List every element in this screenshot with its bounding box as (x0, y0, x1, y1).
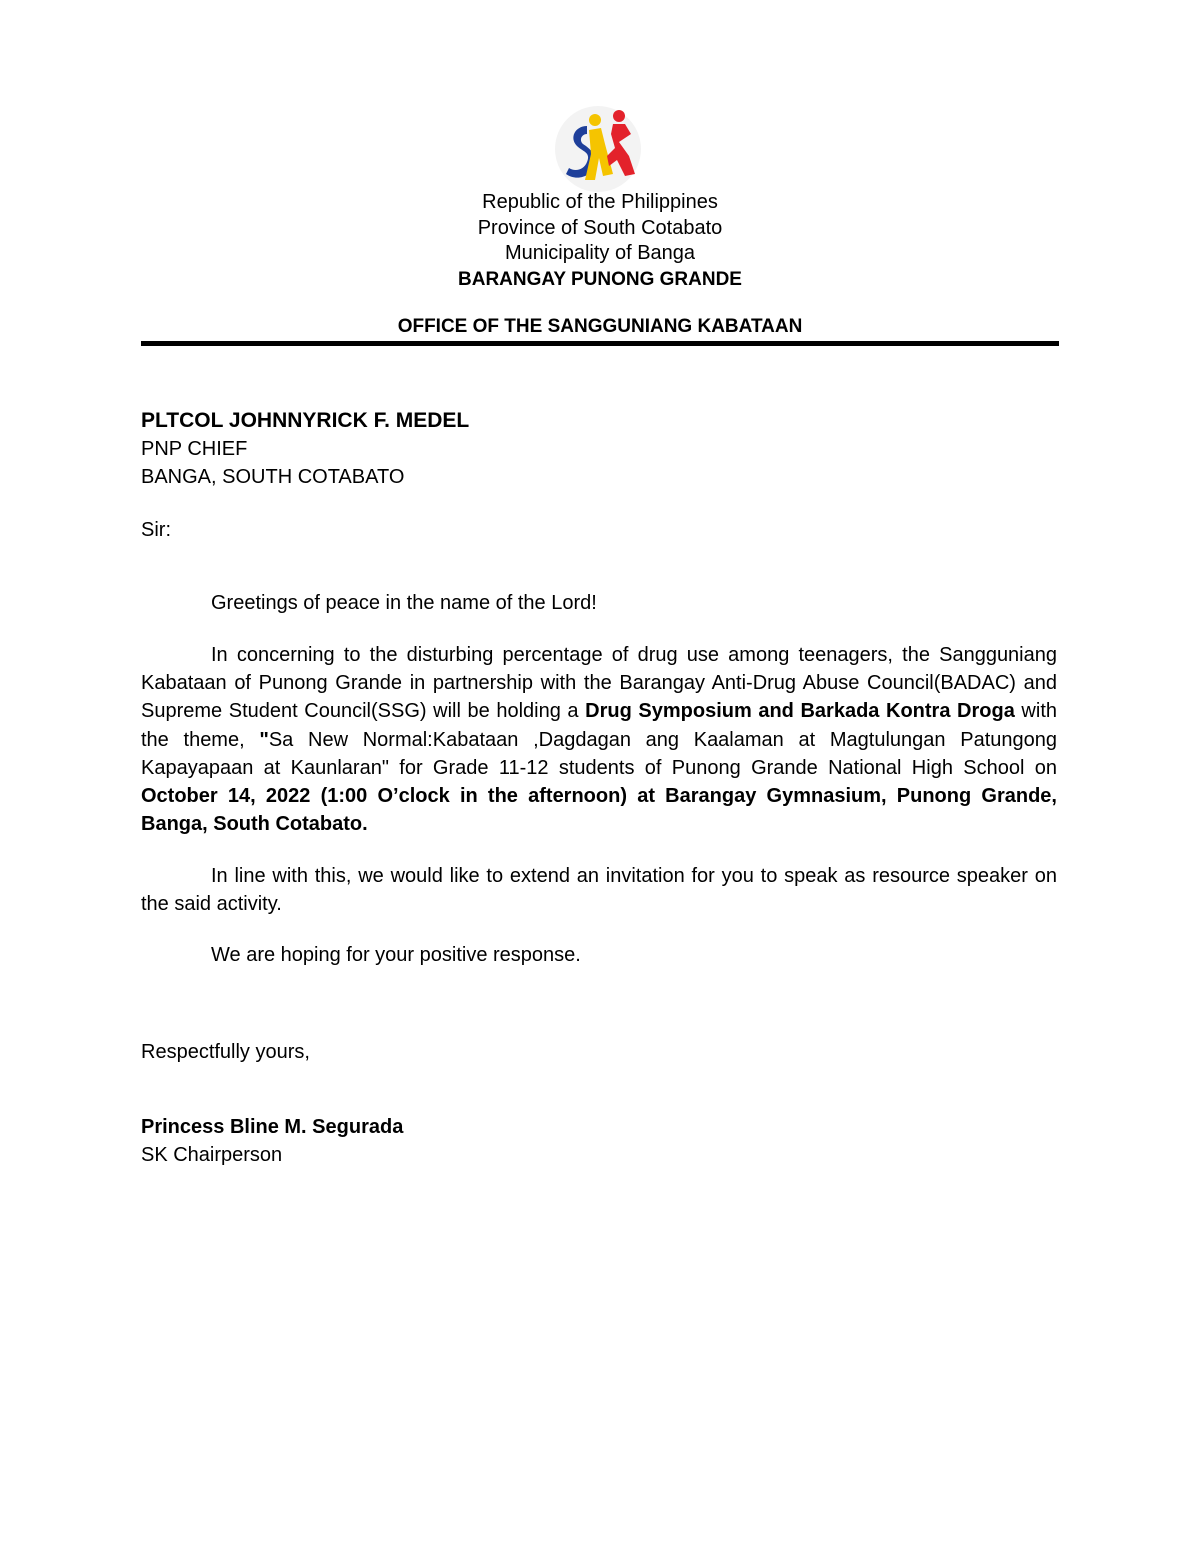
letterhead-barangay: BARANGAY PUNONG GRANDE (458, 268, 742, 290)
office-title: OFFICE OF THE SANGGUNIANG KABATAAN (397, 316, 803, 337)
recipient-block (141, 407, 469, 491)
body-paragraph-2: In line with this, we would like to extend an invitation for you to speak as resource speaker on the said activity. (141, 865, 1057, 916)
recipient-title: PNP CHIEF (141, 438, 248, 460)
sk-logo-icon (553, 104, 643, 194)
p1-theme-lead: with the theme, (141, 700, 1058, 751)
p1-intro: In concerning to the disturbing percentage of drug use among teenagers, the Sangguniang Kabataan of Punong Grande in partnership with the Barangay Anti-Drug Abuse Council(BADAC) and Supreme Student Council(SSG) will be holding a (141, 644, 1057, 723)
signatory-name: Princess Bline M. Segurada (141, 1116, 404, 1138)
signatory-position: SK Chairperson (141, 1144, 283, 1166)
body-paragraph-3: We are hoping for your positive response. (211, 944, 581, 966)
letterhead-municipality: Municipality of Banga (504, 242, 696, 264)
p1-quote-mark: " (259, 728, 269, 751)
p1-theme: Sa New Normal:Kabataan ,Dagdagan ang Kaalaman at Magtulungan Patungong Kapayapaan at Kaunlaran" for Grade 11-12 students of Punong Grande National High School on (141, 728, 1057, 779)
letterhead-country: Republic of the Philippines (482, 191, 718, 213)
body-paragraph-1 (141, 641, 1057, 838)
greeting: Greetings of peace in the name of the Lord! (211, 592, 597, 614)
recipient-location: BANGA, SOUTH COTABATO (141, 466, 405, 488)
letterhead (0, 190, 1200, 292)
recipient-name: PLTCOL JOHNNYRICK F. MEDEL (141, 409, 470, 432)
valediction: Respectfully yours, (141, 1041, 310, 1063)
letterhead-province: Province of South Cotabato (477, 216, 723, 239)
salutation: Sir: (141, 519, 171, 541)
p1-event-name: Drug Symposium and Barkada Kontra Droga (585, 700, 1015, 723)
p1-date-venue: October 14, 2022 (1:00 O’clock in the afternoon) at Barangay Gymnasium, Punong Grande, Banga, South Cotabato. (141, 785, 1057, 836)
header-divider (141, 341, 1059, 346)
